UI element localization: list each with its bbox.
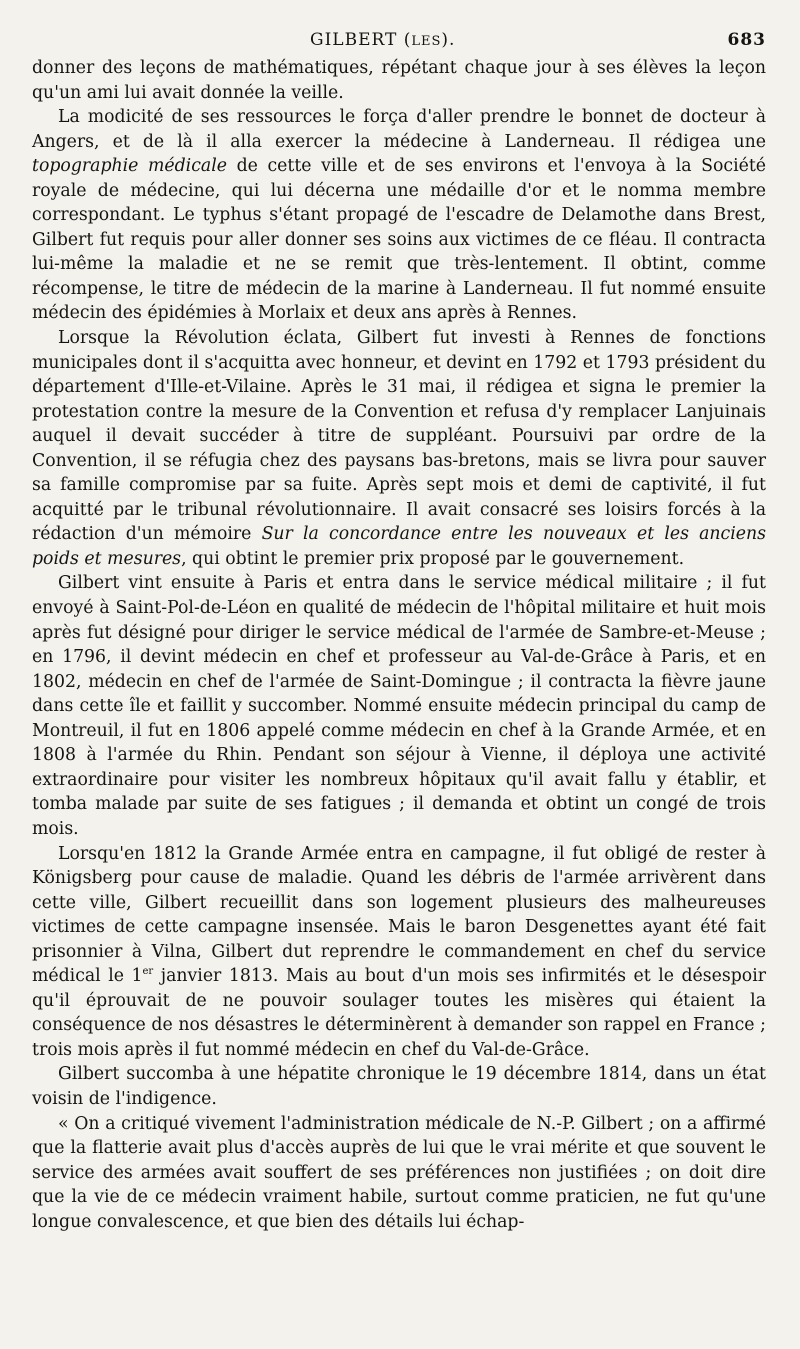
superscript: er [142,966,154,978]
italic-title: Sur la concordance entre les nouveaux et les anciens poids et mesures [32,524,766,569]
paragraph-grande-armee: Lorsqu'en 1812 la Grande Armée entra en campagne, il fut obligé de rester à Königsberg pour cause de maladie. Quand les débris de l'armée arrivèrent dans cette ville, Gilbert recueillit dans son logement plusieurs des malheureuses victimes de cette campagne insensée. Mais le baron Desgenettes ayant été fait prisonnier à Vilna, Gilbert dut reprendre le commandement en chef du service médical le 1er janvier 1813. Mais au bout d'un mois ses infirmités et le désespoir qu'il éprouvait de ne pouvoir soulager toutes les misères qui étaient la conséquence de nos désastres le déterminèrent à demander son rappel en France ; trois mois après il fut nommé médecin en chef du Val-de-Grâce. [32,843,766,1060]
paragraph-military-service: Gilbert vint ensuite à Paris et entra dans le service médical militaire ; il fut envoyé à Saint-Pol-de-Léon en qualité de médecin de l'hôpital militaire et huit mois après fut désigné pour diriger le service médical de l'armée de Sambre-et-Meuse ; en 1796, il devint médecin en chef et professeur au Val-de-Grâce à Paris, et en 1802, médecin en chef de l'armée de Saint-Domingue ; il contracta la fièvre jaune dans cette île et faillit y succomber. Nommé ensuite médecin principal du camp de Montreuil, il fut en 1806 appelé comme médecin en chef à la Grande Armée, et en 1808 à l'armée du Rhin. Pendant son séjour à Vienne, il déploya une activité extraordinaire pour visiter les nombreux hôpitaux qu'il avait fallu y établir, et tomba malade par suite de ses fatigues ; il demanda et obtint un congé de trois mois. [32,573,766,839]
paragraph-death: Gilbert succomba à une hépatite chronique le 19 décembre 1814, dans un état voisin de l'indigence. [32,1064,766,1109]
paragraph-quotation: « On a critiqué vivement l'administration médicale de N.-P. Gilbert ; on a affirmé que la flatterie avait plus d'accès auprès de lui que le vrai mérite et que souvent le service des armées avait souffert de ses préférences non justifiées ; on doit dire que la vie de ce médecin vraiment habile, surtout comme praticien, ne fut qu'une longue convalescence, et que bien des détails lui échap- [32,1113,766,1232]
running-head [32,22,766,56]
paragraph-landerneau: La modicité de ses ressources le força d'aller prendre le bonnet de docteur à Angers, et de là il alla exercer la médecine à Landerneau. Il rédigea une topographie médicale de cette ville et de ses environs et l'envoya à la Société royale de médecine, qui lui décerna une médaille d'or et le nomma membre correspondant. Le typhus s'étant propagé de l'escadre de Delamothe dans Brest, Gilbert fut requis pour aller donner ses soins aux victimes de ce fléau. Il contracta lui-même la maladie et ne se remit que très-lentement. Il obtint, comme récompense, le titre de médecin de la marine à Landerneau. Il fut nommé ensuite médecin des épidémies à Morlaix et deux ans après à Rennes. [32,107,766,324]
italic-title: topographie médicale [32,156,227,177]
page [32,22,766,1234]
paragraph-continued: donner des leçons de mathématiques, répétant chaque jour à ses élèves la leçon qu'un ami lui avait donnée la veille. [32,58,766,103]
paragraph-revolution: Lorsque la Révolution éclata, Gilbert fut investi à Rennes de fonctions municipales dont il s'acquitta avec honneur, et devint en 1792 et 1793 président du département d'Ille-et-Vilaine. Après le 31 mai, il rédigea et signa le premier la protestation contre la mesure de la Convention et refusa d'y remplacer Lanjuinais auquel il devait succéder à titre de suppléant. Poursuivi par ordre de la Convention, il se réfugia chez des paysans bas-bretons, mais se livra pour sauver sa famille compromise par sa fuite. Après sept mois et demi de captivité, il fut acquitté par le tribunal révolutionnaire. Il avait consacré ses loisirs forcés à la rédaction d'un mémoire Sur la concordance entre les nouveaux et les anciens poids et mesures, qui obtint le premier prix proposé par le gouvernement. [32,328,766,569]
body-text [32,56,766,1234]
running-title: GILBERT (LES). [310,30,456,50]
running-title-small-caps: LES [411,34,442,49]
page-number: 683 [727,30,766,50]
